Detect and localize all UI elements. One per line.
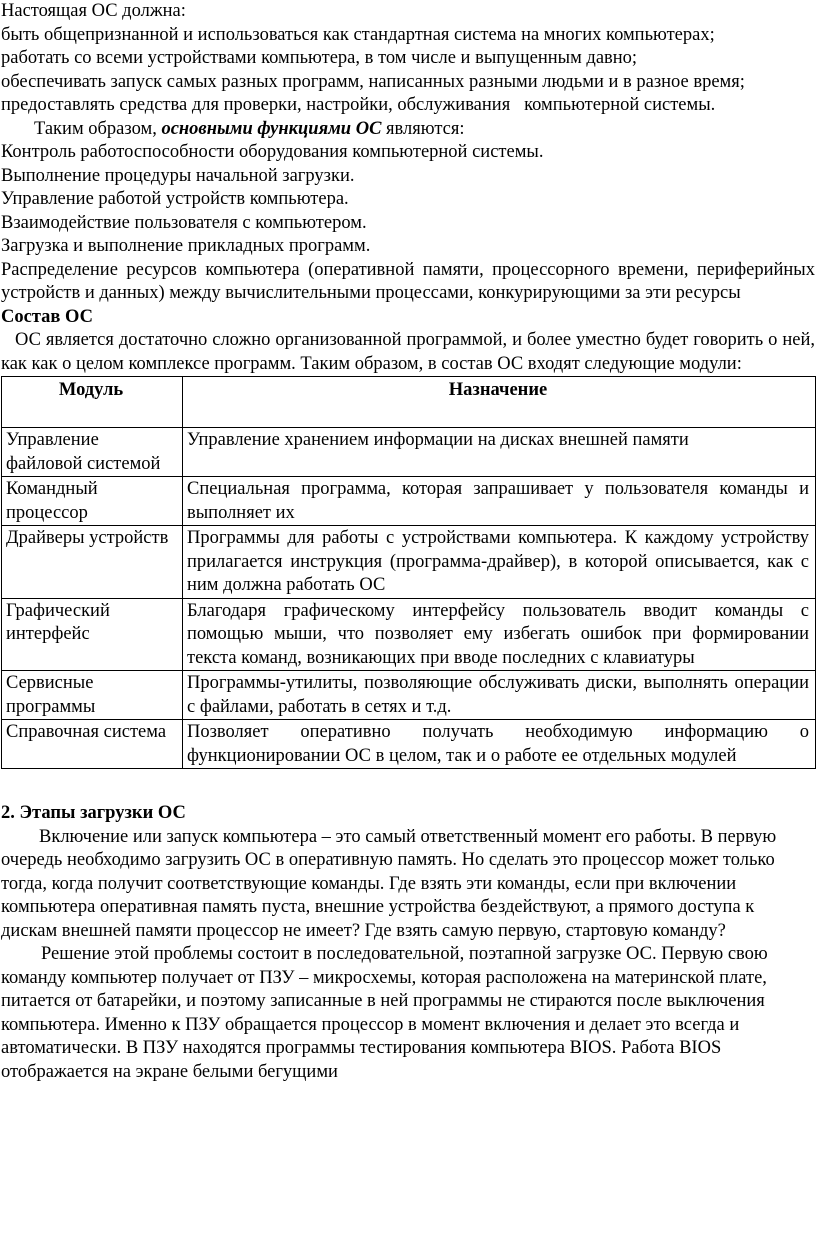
table-header-module: Модуль — [2, 377, 183, 428]
table-cell-purpose: Программы-утилиты, позволяющие обслуживать диски, выполнять операции с файлами, работать в сетях и т.д. — [183, 671, 816, 720]
section-gap — [1, 769, 815, 802]
table-cell-purpose: Благодаря графическому интерфейсу пользователь вводит команды с помощью мыши, что позволяет ему избегать ошибок при формировании текста команд, возникающих при вводе последних с клавиатуры — [183, 598, 816, 671]
functions-summary — [1, 118, 815, 142]
table-row — [2, 671, 816, 720]
composition-text: ОС является достаточно сложно организованной программой, и более уместно будет говорить о ней, как как о целом комплексе программ. Таким образом, в состав ОС входят следующие модули: — [1, 330, 815, 374]
boot-paragraph-1: Включение или запуск компьютера – это самый ответственный момент его работы. В первую очередь необходимо загрузить ОС в оперативную память. Но сделать это процессор может только тогда, когда получит соответствующие команды. Где взять эти команды, если при включении компьютера оперативная память пуста, внешние устройства бездействуют, а прямого доступа к дискам внешней памяти процессор не имеет? Где взять самую первую, стартовую команду? — [1, 826, 777, 941]
summary-after: являются: — [381, 118, 465, 139]
table-row — [2, 720, 816, 769]
function-item-1: Контроль работоспособности оборудования компьютерной системы. — [1, 142, 544, 162]
table-cell-purpose: Программы для работы с устройствами компьютера. К каждому устройству прилагается инструкция (программа-драйвер), в которой описывается, как с ним должна работать ОС — [183, 526, 816, 599]
intro-item-3: обеспечивать запуск самых разных программ, написанных разными людьми и в разное время; — [1, 71, 745, 92]
table-cell-purpose: Специальная программа, которая запрашивает у пользователя команды и выполняет их — [183, 477, 816, 526]
table-cell-module: Управление файловой системой — [2, 428, 183, 477]
table-header-row — [2, 377, 816, 428]
table-row — [2, 526, 816, 599]
function-item-2: Выполнение процедуры начальной загрузки. — [1, 165, 355, 186]
function-item-4: Взаимодействие пользователя с компьютером. — [1, 212, 367, 233]
table-cell-module: Сервисные программы — [2, 671, 183, 720]
composition-heading: Состав ОС — [1, 306, 93, 327]
table-row — [2, 477, 816, 526]
modules-table — [1, 376, 816, 769]
function-item-5: Загрузка и выполнение прикладных программ. — [1, 236, 371, 256]
function-item-3: Управление работой устройств компьютера. — [1, 189, 349, 209]
table-cell-purpose: Управление хранением информации на дисках внешней памяти — [183, 428, 816, 477]
summary-emphasis: основными функциями ОС — [161, 118, 382, 139]
intro-item-4: предоставлять средства для проверки, настройки, обслуживания компьютерной системы. — [1, 95, 716, 115]
table-cell-module: Графический интерфейс — [2, 598, 183, 671]
boot-heading: 2. Этапы загрузки ОС — [1, 803, 186, 823]
boot-paragraph-2: Решение этой проблемы состоит в последовательной, поэтапной загрузке ОС. Первую свою команду компьютер получает от ПЗУ – микросхемы, которая расположена на материнской плате, питается от батарейки, и поэтому записанные в ней программы не стираются после выключения компьютера. Именно к ПЗУ обращается процессор в момент включения и делает это всегда и автоматически. В ПЗУ находятся программы тестирования компьютера BIOS. Работа BIOS отображается на экране белыми бегущими — [1, 944, 768, 1082]
table-cell-purpose: Позволяет оперативно получать необходимую информацию о функционировании ОС в целом, так и о работе ее отдельных модулей — [183, 720, 816, 769]
table-header-purpose: Назначение — [183, 377, 816, 428]
table-cell-module: Драйверы устройств — [2, 526, 183, 599]
summary-before: Таким образом, — [34, 118, 162, 139]
table-cell-module: Командный процессор — [2, 477, 183, 526]
table-row — [2, 428, 816, 477]
function-item-6: Распределение ресурсов компьютера (оперативной памяти, процессорного времени, периферийных устройств и данных) между вычислительными процессами, конкурирующими за эти ресурсы — [1, 259, 815, 303]
table-row — [2, 598, 816, 671]
intro-item-1: быть общепризнанной и использоваться как стандартная система на многих компьютерах; — [1, 24, 715, 45]
intro-item-2: работать со всеми устройствами компьютера, в том числе и выпущенным давно; — [1, 48, 638, 68]
intro-lead: Настоящая ОС должна: — [1, 1, 186, 21]
table-cell-module: Справочная система — [2, 720, 183, 769]
